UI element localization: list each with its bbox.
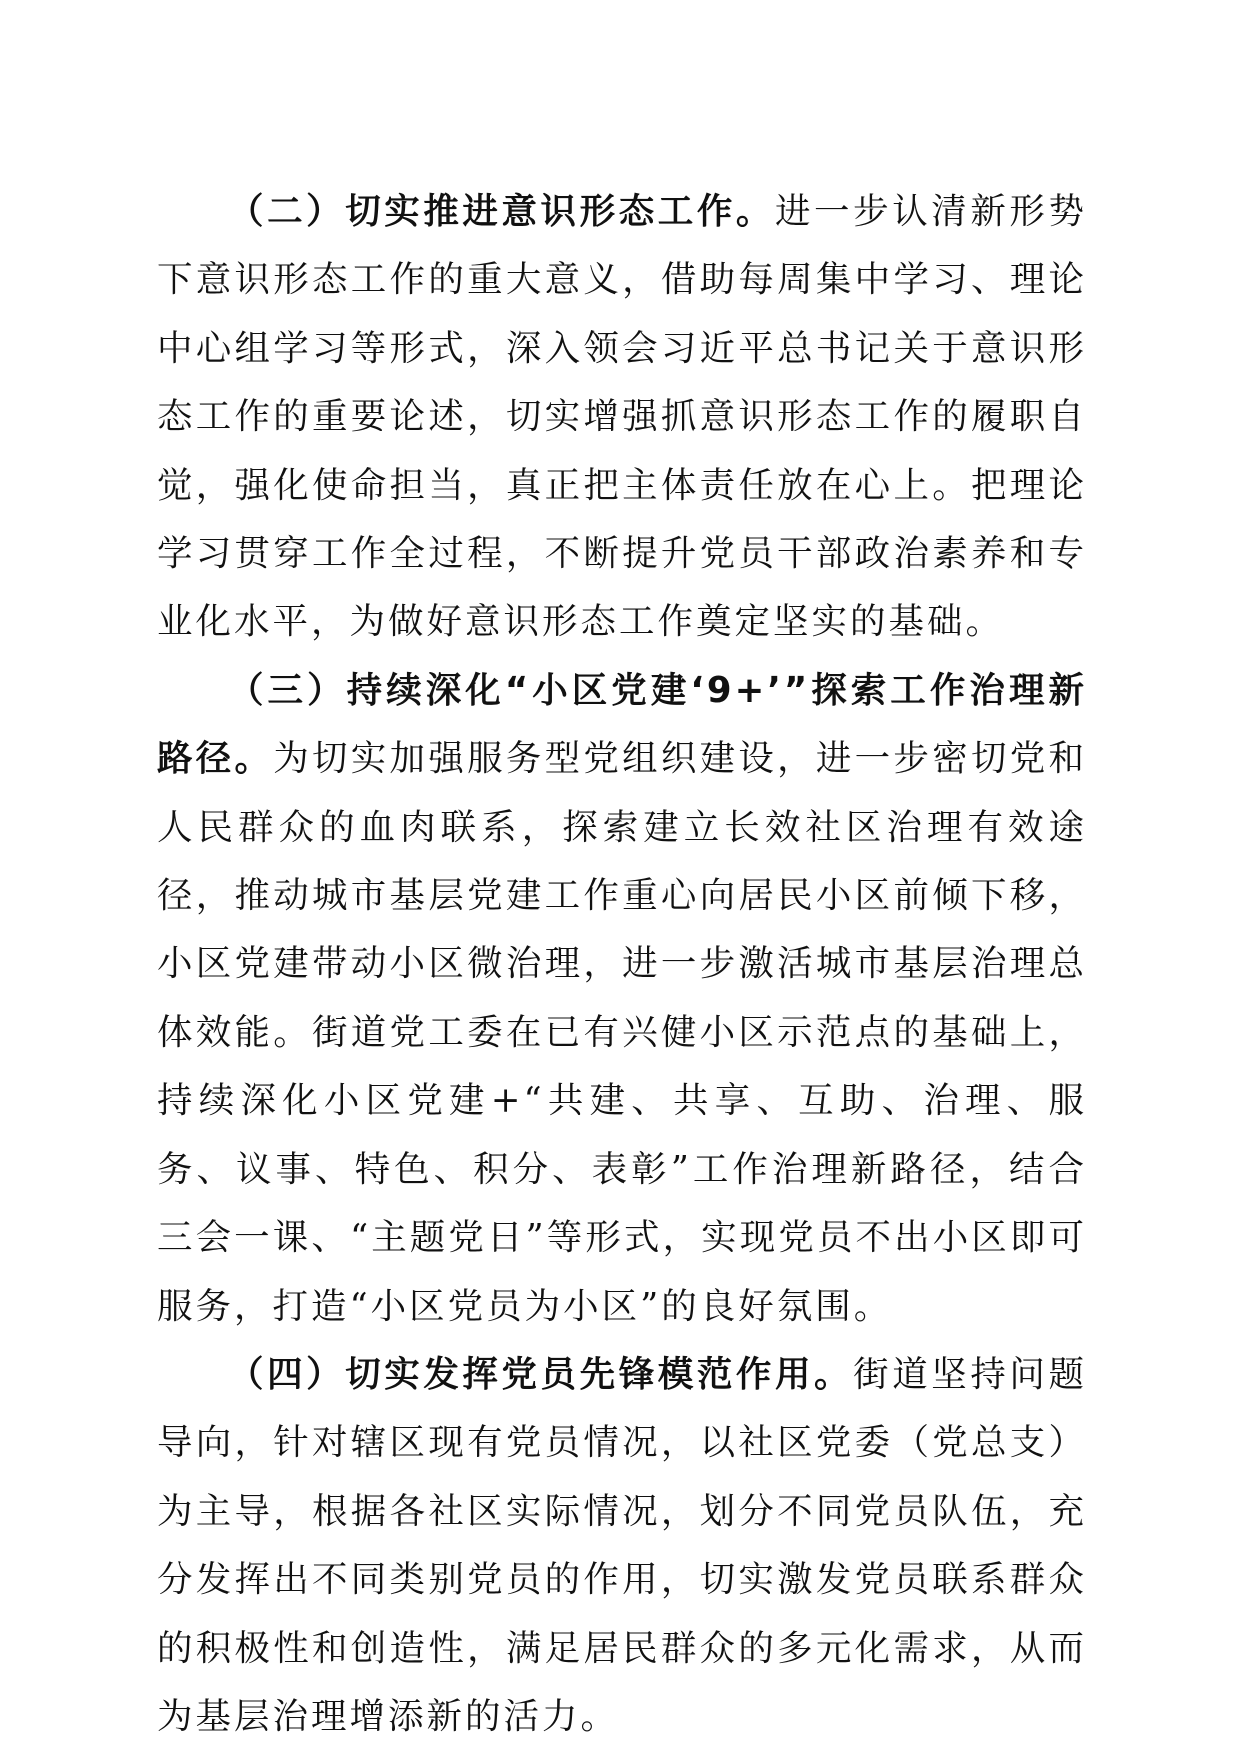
section-paragraph-4: [157, 1341, 1087, 1751]
section-paragraph-3: [157, 657, 1087, 1341]
section-text-2: 进一步认清新形势下意识形态工作的重大意义，借助每周集中学习、理论中心组学习等形式，深入领会习近平总书记关于意识形态工作的重要论述，切实增强抓意识形态工作的履职自觉，强化使命担当，真正把主体责任放在心上。把理论学习贯穿工作全过程，不断提升党员干部政治素养和专业化水平，为做好意识形态工作奠定坚实的基础。: [157, 191, 1087, 643]
section-text-4: 街道坚持问题导向，针对辖区现有党员情况，以社区党委（党总支）为主导，根据各社区实际情况，划分不同党员队伍，充分发挥出不同类别党员的作用，切实激发党员联系群众的积极性和创造性，满足居民群众的多元化需求，从而为基层治理增添新的活力。: [157, 1353, 1087, 1737]
section-text-3: 为切实加强服务型党组织建设，进一步密切党和人民群众的血肉联系，探索建立长效社区治理有效途径，推动城市基层党建工作重心向居民小区前倾下移，小区党建带动小区微治理，进一步激活城市基层治理总体效能。街道党工委在已有兴健小区示范点的基础上，持续深化小区党建+“共建、共享、互助、治理、服务、议事、特色、积分、表彰”工作治理新路径，结合三会一课、“主题党日”等形式，实现党员不出小区即可服务，打造“小区党员为小区”的良好氛围。: [157, 738, 1087, 1327]
document-body: [157, 178, 1087, 1751]
section-heading-4: （四）切实发挥党员先锋模范作用。: [228, 1353, 854, 1395]
section-heading-2: （二）切实推进意识形态工作。: [228, 191, 775, 232]
section-paragraph-2: [157, 178, 1087, 657]
section-heading-3: （三）持续深化“小区党建‘9+’”探索工作治理新路径。: [157, 669, 1087, 780]
